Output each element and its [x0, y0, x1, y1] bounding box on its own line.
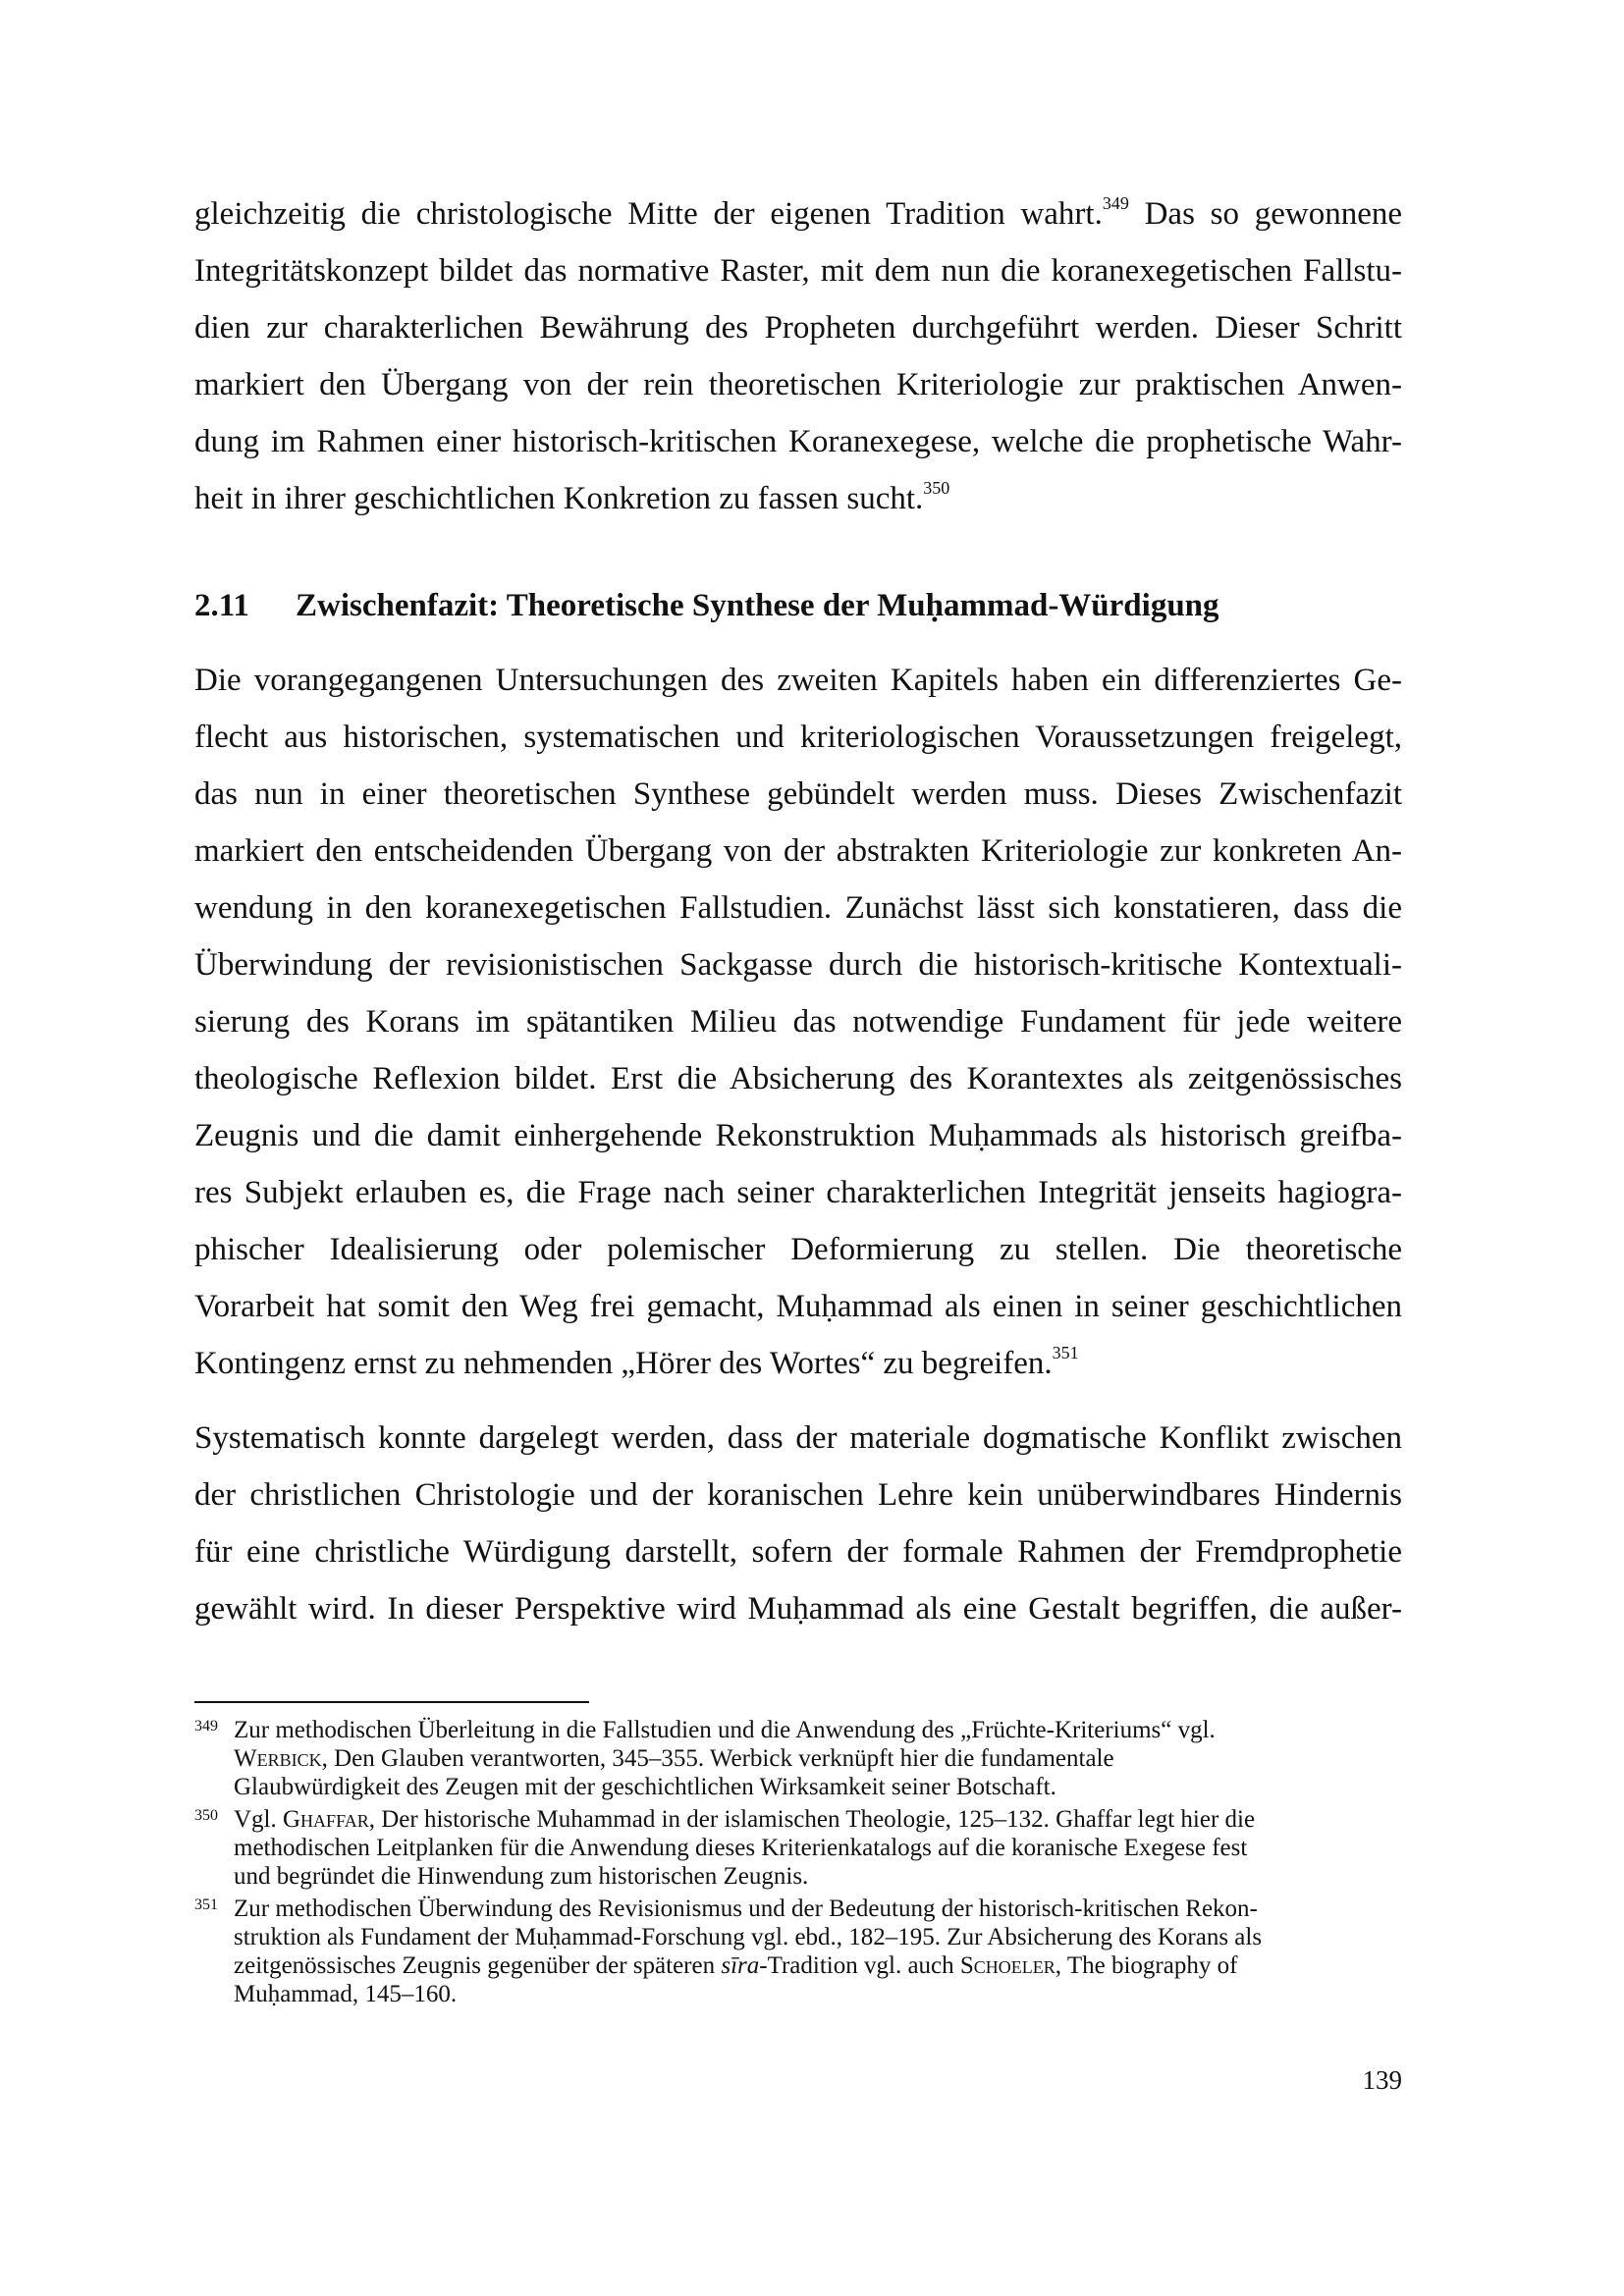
body-line: markiert den Übergang von der rein theoretischen Kriteriologie zur praktischen Anwen- — [194, 367, 1402, 402]
body-line: Kontingenz ernst zu nehmenden „Hörer des Wortes“ zu begreifen.$^{351}$ — [194, 1343, 1079, 1381]
footnote-ref[interactable]: 349 — [1102, 193, 1129, 213]
body-line: sierung des Korans im spätantiken Milieu das notwendige Fundament für jede weitere — [194, 1004, 1402, 1040]
body-line: das nun in einer theoretischen Synthese gebündelt werden muss. Dieses Zwischenfazit — [194, 776, 1402, 812]
body-line: Integritätskonzept bildet das normative Raster, mit dem nun die koranexegetischen Fallstu- — [194, 253, 1402, 289]
footnote-mark: 350 — [194, 1807, 218, 1824]
body-line: Die vorangegangenen Untersuchungen des zweiten Kapitels haben ein differenziertes Ge- — [194, 663, 1402, 698]
body-line: flecht aus historischen, systematischen und kriteriologischen Voraussetzungen freigelegt, — [194, 720, 1402, 755]
body-line: wendung in den koranexegetischen Fallstudien. Zunächst lässt sich konstatieren, dass die — [194, 890, 1402, 926]
body-line: res Subjekt erlauben es, die Frage nach seiner charakterlichen Integrität jenseits hagiogra- — [194, 1175, 1402, 1210]
body-line: der christlichen Christologie und der koranischen Lehre kein unüberwindbares Hindernis — [194, 1477, 1402, 1513]
section-heading — [194, 586, 1402, 625]
page-number: 139 — [1362, 2065, 1402, 2095]
author-name: Ghaffar — [283, 1806, 369, 1833]
footnote-mark: 349 — [194, 1718, 218, 1735]
body-line: Zeugnis und die damit einhergehende Rekonstruktion Muḥammads als historisch greifba- — [194, 1118, 1402, 1153]
body-line: heit in ihrer geschichtlichen Konkretion zu fassen sucht.$^{350}$ — [194, 478, 950, 516]
body-line: gleichzeitig die christologische Mitte der eigenen Tradition wahrt.$^{349}$ Das so gewonnene — [194, 193, 1402, 232]
body-line: dung im Rahmen einer historisch-kritischen Koranexegese, welche die prophetische Wahr- — [194, 424, 1402, 459]
body-line: für eine christliche Würdigung darstellt, sofern der formale Rahmen der Fremdprophetie — [194, 1534, 1402, 1570]
body-line: Vorarbeit hat somit den Weg frei gemacht, Muḥammad als einen in seiner geschichtlichen — [194, 1289, 1402, 1324]
author-name: Werbick — [234, 1745, 322, 1772]
author-name: Schoeler — [959, 1952, 1056, 1979]
footnote-separator — [194, 1701, 589, 1703]
body-line: phischer Idealisierung oder polemischer Deformierung zu stellen. Die theoretische — [194, 1232, 1402, 1267]
body-line: markiert den entscheidenden Übergang von der abstrakten Kriteriologie zur konkreten An- — [194, 833, 1402, 869]
section-number: 2.11 — [194, 588, 249, 623]
footnote-ref[interactable]: 351 — [1052, 1343, 1079, 1362]
document-page: gleichzeitig die christologische Mitte der eigenen Tradition wahrt.$^{349}$ Das so gewonnene Integritätskonzept bildet das normative Raster, mit dem nun die koranexegetischen Fallstu- dien zur charakterlichen Bewährung des Propheten durchgeführt werden. Dieser Schritt markiert den Übergang von der rein theoretischen Kriteriologie zur praktischen Anwen- dung im Rahmen einer historisch-kritischen Koranexegese, welche die prophetische Wahr- heit in ihrer geschichtlichen Konkretion zu fassen sucht.$^{350}$ 2.11 Zwischenfazit: Theoretische Synthese der Muḥammad-Würdigung Die vorangegangenen Untersuchungen des zweiten Kapitels haben ein differenziertes Ge- flecht aus historischen, systematischen und kriteriologischen Voraussetzungen freigelegt, das nun in einer theoretischen Synthese gebündelt werden muss. Dieses Zwischenfazit markiert den entscheidenden Übergang von der abstrakten Kriteriologie zur konkreten An- wendung in den koranexegetischen Fallstudien. Zunächst lässt sich konstatieren, dass die Überwindung der revisionistischen Sackgasse durch die historisch-kritische Kontextuali- sierung des Korans im spätantiken Milieu das notwendige Fundament für jede weitere theologische Reflexion bildet. Erst die Absicherung des Korantextes als zeitgenössisches Zeugnis und die damit einhergehende Rekonstruktion Muḥammads als historisch greifba- res Subjekt erlauben es, die Frage nach seiner charakterlichen Integrität jenseits hagiogra- phischer Idealisierung oder polemischer Deformierung zu stellen. Die theoretische Vorarbeit hat somit den Weg frei gemacht, Muḥammad als einen in seiner geschichtlichen Kontingenz ernst zu nehmenden „Hörer des Wortes“ zu begreifen.$^{351}$ Systematisch konnte dargelegt werden, dass der materiale dogmatische Konflikt zwischen der christlichen Christologie und der koranischen Lehre kein unüberwindbares Hindernis für eine christliche Würdigung darstellt, sofern der formale Rahmen der Fremdprophetie gewählt wird. In dieser Perspektive wird Muḥammad als eine Gestalt begriffen, die außer- 349 Zur methodischen Überleitung in die Fallstudien und die Anwendung des „Früchte-Kriteriums“ vgl. Werbick, Den Glauben verantworten, 345–355. Werbick verknüpft hier die fundamentale Glaubwürdigkeit des Zeugen mit der geschichtlichen Wirksamkeit seiner Botschaft. 350 Vgl. Ghaffar, Der historische Muhammad in der islamischen Theologie, 125–132. Ghaffar legt hier die methodischen Leitplanken für die Anwendung dieses Kriterienkatalogs auf die koranische Exegese fest und begründet die Hinwendung zum historischen Zeugnis. 351 Zur methodischen Überwindung des Revisionismus und der Bedeutung der historisch-kritischen Rekon- struktion als Fundament der Muḥammad-Forschung vgl. ebd., 182–195. Zur Absicherung des Korans als zeitgenössisches Zeugnis gegenüber der späteren sīra-Tradition vgl. auch Schoeler, The biography of Muḥammad, 145–160. 139 — [194, 193, 1402, 2095]
body-line: gewählt wird. In dieser Perspektive wird Muḥammad als eine Gestalt begriffen, die außer- — [194, 1591, 1402, 1627]
italic-term: sīra — [721, 1952, 760, 1979]
body-line: Überwindung der revisionistischen Sackgasse durch die historisch-kritische Kontextuali- — [194, 947, 1402, 983]
section-title: Zwischenfazit: Theoretische Synthese der Muḥammad-Würdigung — [296, 588, 1219, 623]
body-line: dien zur charakterlichen Bewährung des Propheten durchgeführt werden. Dieser Schritt — [194, 310, 1402, 346]
body-line: theologische Reflexion bildet. Erst die Absicherung des Korantextes als zeitgenössisches — [194, 1061, 1402, 1096]
footnote-mark: 351 — [194, 1896, 218, 1913]
body-line: Systematisch konnte dargelegt werden, dass der materiale dogmatische Konflikt zwischen — [194, 1420, 1402, 1456]
footnote-ref[interactable]: 350 — [923, 478, 950, 498]
